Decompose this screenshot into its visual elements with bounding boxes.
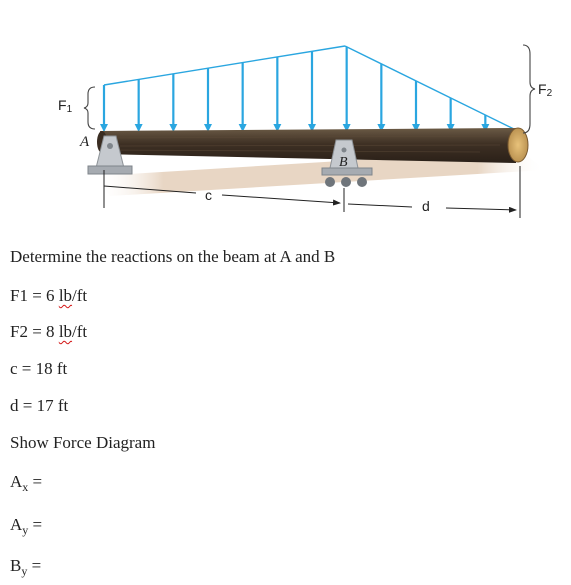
- answer-by: $B_y$ =: [10, 556, 125, 576]
- load-arrows: [100, 47, 489, 132]
- answer-ax: $A_x$ =: [10, 472, 126, 492]
- answer-ax-input[interactable]: [46, 474, 126, 492]
- given-f1: F1 = 6 lb/ft: [10, 286, 88, 305]
- dimension-d-label: d: [422, 198, 430, 214]
- show-force-diagram: Show Force Diagram: [10, 433, 156, 452]
- problem-prompt: Determine the reactions on the beam at A and B: [10, 247, 336, 266]
- f2-label: F2: [538, 81, 553, 99]
- given-d: d = 17 ft: [10, 396, 69, 415]
- log-beam: [97, 128, 528, 163]
- unit-lb: lb: [58, 322, 73, 341]
- point-a-label: A: [80, 134, 90, 150]
- f1-label: F1: [58, 97, 73, 115]
- answer-ay-input[interactable]: [46, 517, 126, 535]
- dimension-c-label: c: [205, 187, 212, 203]
- unit-lb: lb: [58, 286, 73, 305]
- f1-brace: [84, 87, 95, 129]
- beam-diagram: [0, 0, 571, 235]
- f2-brace: [523, 45, 535, 133]
- point-b-label: B: [339, 155, 348, 170]
- given-c: c = 18 ft: [10, 359, 68, 378]
- answer-ay: $A_y$ =: [10, 515, 126, 535]
- answer-by-input[interactable]: [45, 558, 125, 576]
- given-f2: F2 = 8 lb/ft: [10, 322, 88, 341]
- load-arrow-head: [100, 124, 108, 132]
